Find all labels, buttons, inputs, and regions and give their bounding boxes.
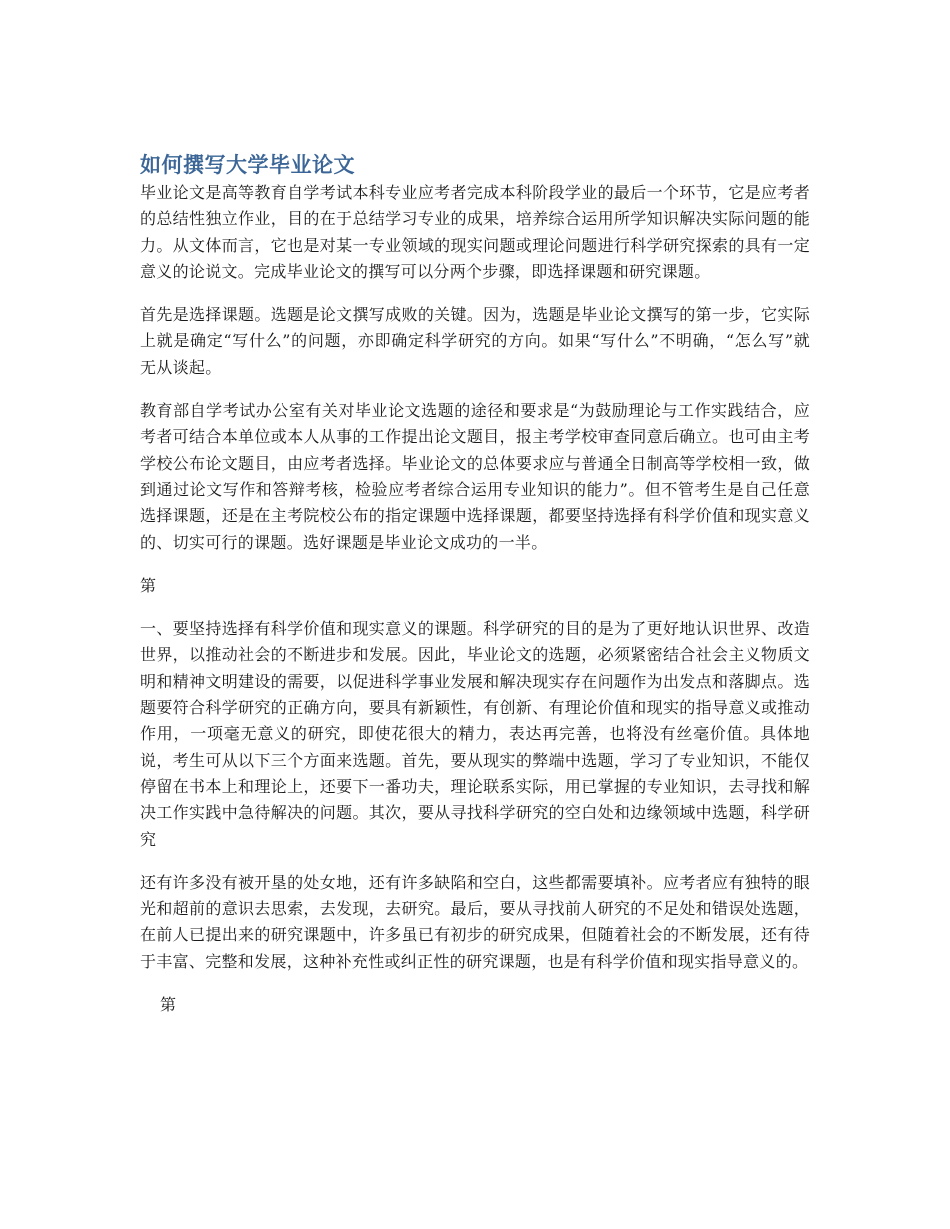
paragraph-ministry-requirements: 教育部自学考试办公室有关对毕业论文选题的途径和要求是“为鼓励理论与工作实践结合，应考者可结合本单位或本人从事的工作提出论文题目，报主考学校审查同意后确立。也可由主考学校公布论文题目，由应考者选择。毕业论文的总体要求应与普通全日制高等学校相一致，做到通过论文写作和答辩考核，检验应考者综合运用专业知识的能力”。但不管考生是自己任意选择课题，还是在主考院校公布的指定课题中选择课题，都要坚持选择有科学价值和现实意义的、切实可行的课题。选好课题是毕业论文成功的一半。	[140, 401, 810, 552]
document-title: 如何撰写大学毕业论文	[140, 153, 355, 177]
paragraph-intro: 毕业论文是高等教育自学考试本科专业应考者完成本科阶段学业的最后一个环节，它是应考者的总结性独立作业，目的在于总结学习专业的成果，培养综合运用所学知识解决实际问题的能力。从文体而言，它也是对某一专业领域的现实问题或理论问题进行科学研究探索的具有一定意义的论说文。完成毕业论文的撰写可以分两个步骤，即选择课题和研究课题。	[140, 183, 810, 281]
paragraph-continuation: 还有许多没有被开垦的处女地，还有许多缺陷和空白，这些都需要填补。应考者应有独特的眼光和超前的意识去思索，去发现，去研究。最后，要从寻找前人研究的不足处和错误处选题，在前人已提出来的研究课题中，许多虽已有初步的研究成果，但随着社会的不断发展，还有待于丰富、完整和发展，这种补充性或纠正性的研究课题，也是有科学价值和现实指导意义的。	[140, 872, 810, 971]
paragraph-fragment-di-indented: 第	[160, 995, 177, 1015]
paragraph-topic-selection: 首先是选择课题。选题是论文撰写成败的关键。因为，选题是毕业论文撰写的第一步，它实际上就是确定“写什么”的问题，亦即确定科学研究的方向。如果“写什么”不明确，“怎么写”就无从谈起。	[140, 305, 810, 377]
paragraph-point-one: 一、要坚持选择有科学价值和现实意义的课题。科学研究的目的是为了更好地认识世界、改造世界，以推动社会的不断进步和发展。因此，毕业论文的选题，必须紧密结合社会主义物质文明和精神文明建设的需要，以促进科学事业发展和解决现实存在问题作为出发点和落脚点。选题要符合科学研究的正确方向，要具有新颖性，有创新、有理论价值和现实的指导意义或推动作用，一项毫无意义的研究，即使花很大的精力，表达再完善，也将没有丝毫价值。具体地说，考生可从以下三个方面来选题。首先，要从现实的弊端中选题，学习了专业知识，不能仅停留在书本上和理论上，还要下一番功夫，理论联系实际，用已掌握的专业知识，去寻找和解决工作实践中急待解决的问题。其次，要从寻找科学研究的空白处和边缘领域中选题，科学研究	[140, 619, 810, 849]
paragraph-fragment-di: 第	[140, 575, 157, 595]
document-page	[140, 150, 810, 1035]
